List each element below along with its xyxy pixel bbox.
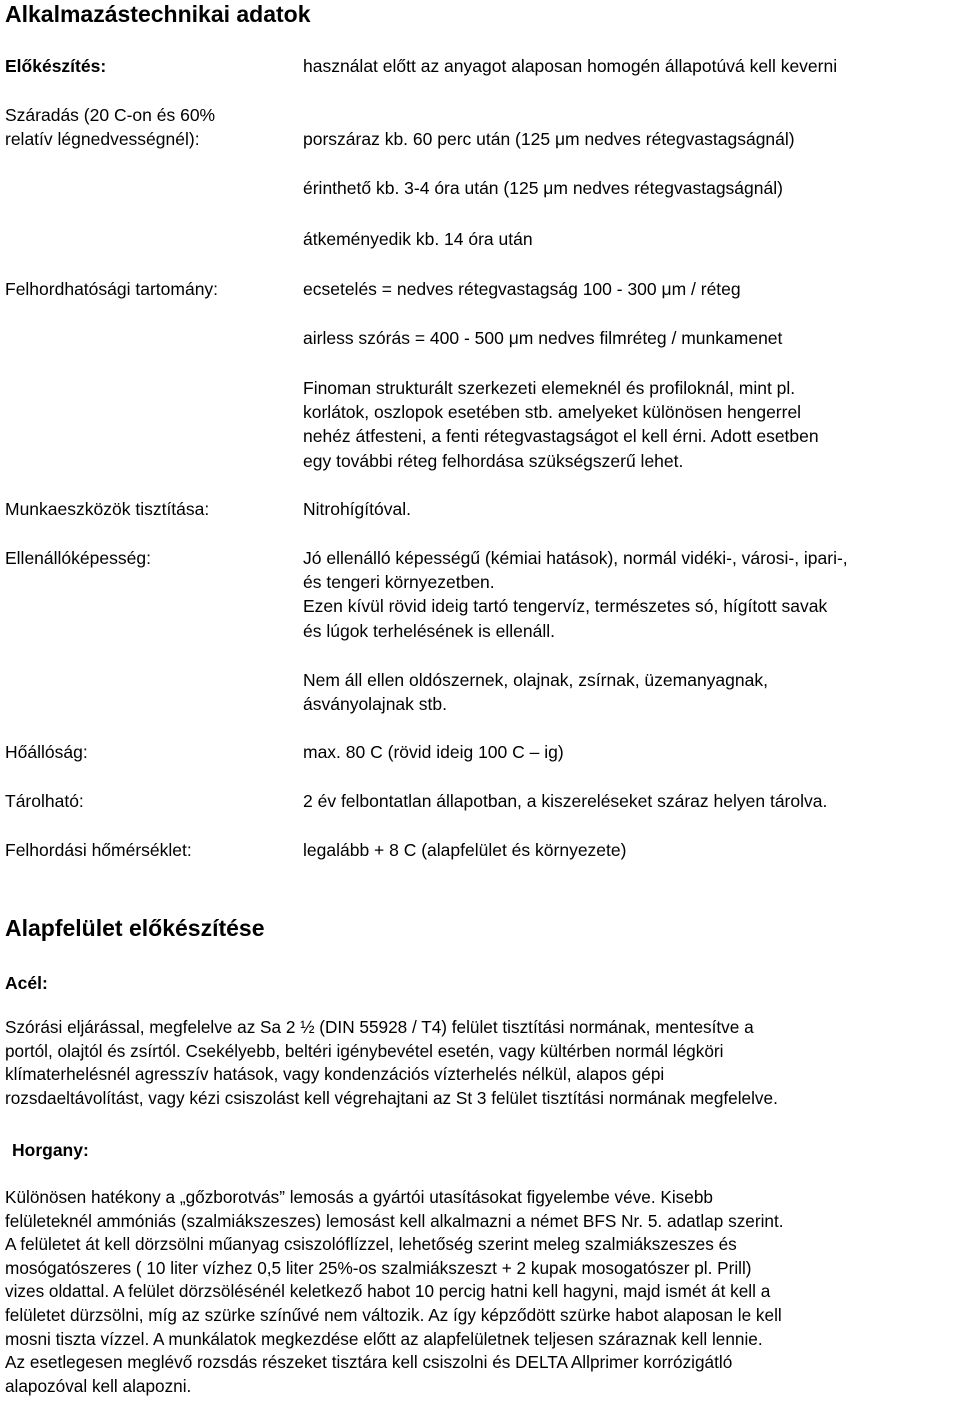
value-resistance-1: Jó ellenálló képességű (kémiai hatások), normál vidéki-, városi-, ipari-, [303,548,848,568]
label-resistance: Ellenállóképesség: [5,548,151,568]
label-application-temperature: Felhordási hőmérséklet: [5,840,192,860]
note-line-2: korlátok, oszlopok esetében stb. amelyeket különösen hengerrel [303,402,802,422]
value-nonresistance-1: Nem áll ellen oldószernek, olajnak, zsírnak, üzemanyagnak, [303,670,768,690]
zinc-line: alapozóval kell alapozni. [5,1375,192,1396]
value-drying-3: átkeményedik kb. 14 óra után [303,229,533,249]
note-line-1: Finoman strukturált szerkezeti elemeknél és profiloknál, mint pl. [303,378,796,398]
steel-paragraph [5,1016,957,1110]
value-application-airless: airless szórás = 400 - 500 μm nedves filmréteg / munkamenet [303,328,783,348]
value-drying-2: érinthető kb. 3-4 óra után (125 μm nedves rétegvastagságnál) [303,178,783,198]
label-tool-cleaning: Munkaeszközök tisztítása: [5,499,210,519]
zinc-line: A felületet át kell dörzsölni műanyag csiszolóflízzel, lehetőség szerint meleg szalmiákszeszes és [5,1234,737,1255]
value-application-brush: ecsetelés = nedves rétegvastagság 100 - 300 μm / réteg [303,279,741,299]
label-storage: Tárolható: [5,791,84,811]
value-application-temperature: legalább + 8 C (alapfelület és környezete) [303,840,627,860]
label-drying-line2: relatív légnedvességnél): [5,129,200,149]
zinc-line: vizes oldattal. A felület dörzsölésénél keletkező habot 10 percig hatni kell hagyni, majd ismét át kell a [5,1281,771,1302]
section-title-surface-prep: Alapfelület előkészítése [5,915,265,941]
label-drying-line1: Száradás (20 C-on és 60% [5,105,216,125]
value-resistance-4: és lúgok terhelésének is ellenáll. [303,621,555,641]
zinc-line: Különösen hatékony a „gőzborotvás” lemosás a gyártói utasításokat figyelembe véve. Kisebb [5,1187,713,1207]
label-steel: Acél: [5,973,48,993]
value-nonresistance-2: ásványolajnak stb. [303,694,447,714]
zinc-line: Az esetlegesen meglévő rozsdás részeket tisztára kell csiszolni és DELTA Allprimer korrózigátló [5,1352,733,1373]
value-heat-resistance: max. 80 C (rövid ideig 100 C – ig) [303,742,564,762]
steel-line: portól, olajtól és zsírtól. Csekélyebb, beltéri igénybevétel esetén, vagy kültérben normál légköri [5,1040,724,1061]
note-line-4: egy további réteg felhordása szükségszerű lehet. [303,451,684,471]
label-heat-resistance: Hőállóság: [5,742,88,762]
value-drying-1: porszáraz kb. 60 perc után (125 μm nedves rétegvastagságnál) [303,129,795,149]
zinc-line: felületet dürzsölni, míg az szürke színűvé nem változik. Az így képződött szürke habot alaposan le kell [5,1304,782,1325]
steel-line: Szórási eljárással, megfelelve az Sa 2 ½ (DIN 55928 / T4) felület tisztítási normának, mentesítve a [5,1017,754,1037]
note-line-3: nehéz átfesteni, a fenti rétegvastagságot el kell érni. Adott esetben [303,426,819,446]
label-preparation: Előkészítés: [5,56,107,76]
value-tool-cleaning: Nitrohígítóval. [303,499,411,519]
steel-line: rozsdaeltávolítást, vagy kézi csiszolást kell végrehajtani az St 3 felület tisztítási normának megfelelve. [5,1087,778,1108]
zinc-line: mosni tiszta vízzel. A munkálatok megkezdése előtt az alapfelületnek teljesen száraznak kell lennie. [5,1328,763,1349]
section-title-application: Alkalmazástechnikai adatok [5,1,311,27]
zinc-line: felületeknél ammóniás (szalmiákszeszes) lemosást kell alkalmazni a német BFS Nr. 5. adatlap szerint. [5,1210,784,1231]
value-resistance-2: és tengeri környezetben. [303,572,495,592]
zinc-line: mosógatószeres ( 10 liter vízhez 0,5 liter 25%-os szalmiákszeszt + 2 kupak mosogatószer pl. Prill) [5,1257,752,1278]
value-storage: 2 év felbontatlan állapotban, a kiszereléseket száraz helyen tárolva. [303,791,828,811]
label-application-range: Felhordhatósági tartomány: [5,279,219,299]
zinc-paragraph [5,1186,957,1398]
value-preparation: használat előtt az anyagot alaposan homogén állapotúvá kell keverni [303,56,838,76]
steel-line: klímaterhelésnél agresszív hatások, vagy kondenzációs vízterhelés nélkül, alapos gépi [5,1064,665,1085]
label-zinc: Horgany: [12,1140,89,1160]
value-resistance-3: Ezen kívül rövid ideig tartó tengervíz, természetes só, hígított savak [303,596,828,616]
